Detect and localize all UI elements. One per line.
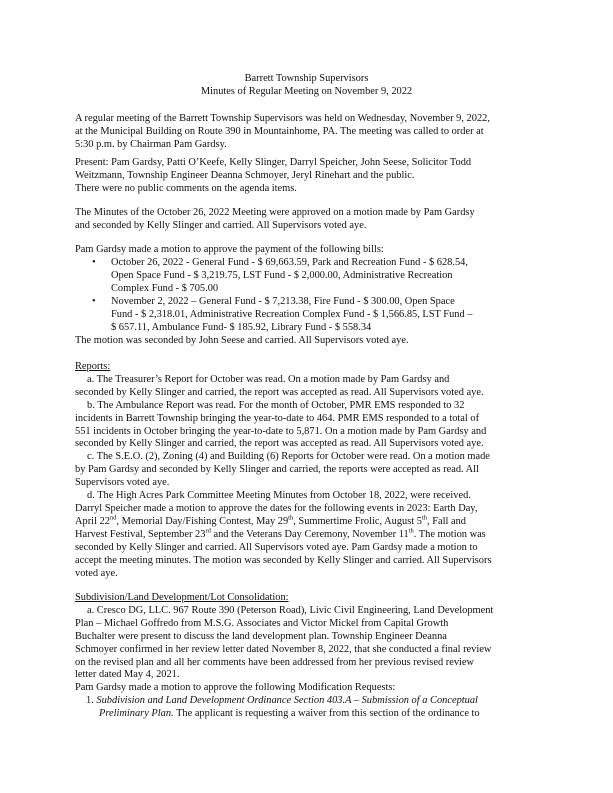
subdivision-heading: Subdivision/Land Development/Lot Consolidation:	[75, 592, 289, 603]
reports-heading: Reports:	[75, 361, 111, 372]
bullet-icon: •	[92, 296, 96, 307]
intro-paragraph: A regular meeting of the Barrett Township Supervisors was held on Wednesday, November 9, 2022, at the Municipal Building on Route 390 in Mountainhome, PA. The meeting was called to order at 5:30 p.m. by Chairman Pam Gardsy.	[75, 113, 490, 150]
document-subtitle: Minutes of Regular Meeting on November 9, 2022	[200, 86, 413, 97]
bills-closing: The motion was seconded by John Seese and carried. All Supervisors voted aye.	[75, 335, 409, 346]
bullet-icon: •	[92, 257, 96, 268]
attendance-paragraph: Present: Pam Gardsy, Patti O’Keefe, Kelly Slinger, Darryl Speicher, John Seese, Solicitor Todd Weitzmann, Township Engineer Deanna Schmoyer, Jeryl Rinehart and the public. There were no public comments on the agenda items.	[75, 157, 472, 194]
bill-item: November 2, 2022 – General Fund - $ 7,213.38, Fire Fund - $ 300.00, Open Space Fund - $ 2,318.01, Administrative Recreation Complex Fund - $ 1,566.85, LST Fund – $ 657.11, Ambulance Fund- $ 185.92, Library Fund - $ 558.34	[111, 296, 473, 333]
subdivision-section: Subdivision/Land Development/Lot Consolidation: a. Cresco DG, LLC. 967 Route 390 (Peterson Road), Livic Civil Engineering, Land Development Plan – Michael Goffredo from M.S.G. Associates and Victor Mickel from Capital Growth Buchalter were present to discuss the land development plan. Township Engineer Deanna Schmoyer confirmed in her review letter dated November 8, 2022, that she conducted a final review on the revised plan and all her comments have been addressed from her previous revised review letter dated May 4, 2021. Pam Gardsy made a motion to approve the following Modification Requests:	[75, 592, 535, 695]
bill-item: October 26, 2022 - General Fund - $ 69,663.59, Park and Recreation Fund - $ 628.54, Open Space Fund - $ 3,219.75, LST Fund - $ 2,000.00, Administrative Recreation Complex Fund - $ 705.00	[111, 257, 468, 294]
modification-item: 1. Subdivision and Land Development Ordinance Section 403.A – Submission of a Conceptual Preliminary Plan. The applicant is requesting a waiver from this section of the ordinance to	[86, 695, 480, 719]
reports-section: Reports: a. The Treasurer’s Report for October was read. On a motion made by Pam Gardsy and seconded by Kelly Slinger and carried, the report was accepted as read. All Supervisors voted aye. b. The Ambulance Report was read. For the month of October, PMR EMS responded to 32 incidents in Barrett Township bringing the year-to-date to 464. PMR EMS responded to a total of 551 incidents in October bringing the year-to-date to 5,871. On a motion made by Pam Gardsy and seconded by Kelly Slinger and carried, the report was accepted as read. All Supervisors voted aye. c. The S.E.O. (2), Zoning (4) and Building (6) Reports for October were read. On a motion made by Pam Gardsy and seconded by Kelly Slinger and carried, the reports were accepted as read. All Supervisors voted aye. d. The High Acres Park Committee Meeting Minutes from October 18, 2022, were received. Darryl Speicher made a motion to approve the dates for the following events in 2023: Earth Day, April 22nd, Memorial Day/Fishing Contest, May 29th, Summertime Frolic, August 5th, Fall and Harvest Festival, September 23rd and the Veterans Day Ceremony, November 11th. The motion was seconded by Kelly Slinger and carried. All Supervisors voted aye. Pam Gardsy made a motion to accept the meeting minutes. The motion was seconded by Kelly Slinger and carried. All Supervisors voted aye.	[75, 361, 535, 580]
minutes-approval-paragraph: The Minutes of the October 26, 2022 Meeting were approved on a motion made by Pam Gardsy and seconded by Kelly Slinger and carried. All Supervisors voted aye.	[75, 207, 475, 231]
bills-lead: Pam Gardsy made a motion to approve the payment of the following bills:	[75, 244, 384, 255]
document-title: Barrett Township Supervisors	[244, 73, 369, 84]
